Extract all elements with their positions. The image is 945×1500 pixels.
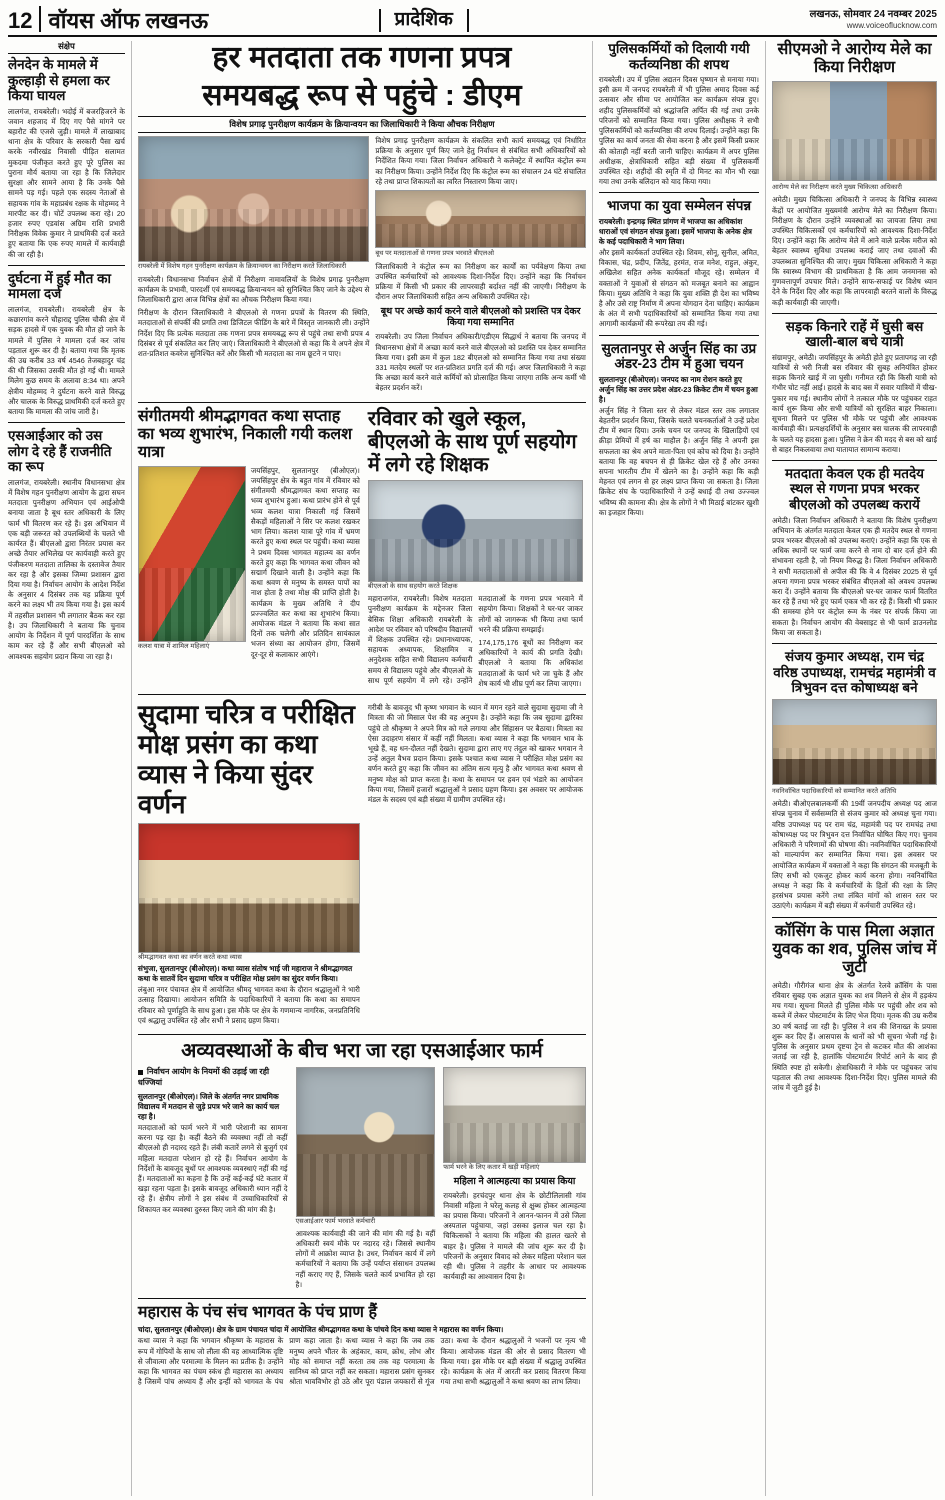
divider	[599, 192, 759, 193]
col4-photo-d	[772, 699, 937, 785]
sub-headline-suicide: महिला ने आत्महत्या का प्रयास किया	[453, 1175, 576, 1187]
paper-name: वॉयस ऑफ लखनऊ	[48, 8, 209, 33]
lead-photo-wrap	[138, 136, 369, 397]
lead-photo-2	[375, 190, 586, 248]
bottom-left-photo	[138, 823, 360, 953]
bullet-icon	[138, 1070, 143, 1075]
column-2	[131, 41, 586, 1496]
body-col3-a: रायबरेली। उप में पुलिस अद्यतन दिवस घृष्णान से मनाया गया। इसी क्रम में जनपद रायबरेली में भी पुलिस अमाद दिवस कई उत्सवार और सीमा पर आयोजित कर कार्यक्रम संपन्न हुए। शहीद पुलिसकर्मियों को श्रद्धांजलि अर्पित की गई तथा उनके परिजनों को सम्मानित किया गया। पुलिस अधीक्षक ने सभी पुलिसकर्मियों को कर्तव्यनिष्ठा की शपथ दिलाई। उन्होंने कहा कि पुलिस का कार्य जनता की सेवा करना है और इसमें किसी प्रकार की कोताही नहीं बरती जानी चाहिए। कार्यक्रम में अपर पुलिस अधीक्षक, क्षेत्राधिकारी सहित बड़ी संख्या में पुलिसकर्मी उपस्थित रहे। शहीदों की स्मृति में दो मिनट का मौन भी रखा गया तथा उनके बलिदान को याद किया गया।	[598, 75, 759, 187]
body-col4-a: अमेठी। मुख्य चिकित्सा अधिकारी ने जनपद के विभिन्न स्वास्थ्य केंद्रों पर आयोजित मुख्यमंत्री आरोग्य मेले का निरीक्षण किया। निरीक्षण के दौरान उन्होंने व्यवस्थाओं का जायजा लिया तथा उपस्थित चिकित्सकों एवं कर्मचारियों को आवश्यक दिशा-निर्देश दिए। उन्होंने कहा कि आरोग्य मेले में आने वाले प्रत्येक मरीज को बेहतर स्वास्थ्य सुविधा उपलब्ध कराई जाए तथा दवाओं की उपलब्धता सुनिश्चित की जाए। मुख्य चिकित्सा अधिकारी ने कहा कि स्वास्थ्य विभाग की प्राथमिकता है कि आम जनमानस को गुणवत्तापूर्ण उपचार मिले। उन्होंने साफ-सफाई पर विशेष ध्यान देने के निर्देश दिए और कहा कि लापरवाही बरतने वालों के विरुद्ध कड़ी कार्यवाही की जाएगी।	[772, 195, 938, 307]
edition-info	[810, 8, 937, 32]
sir-photo-2	[443, 1067, 586, 1163]
headline-col1-d: महारास के पंच संच भागवत के पंच प्राण हैं	[137, 1304, 377, 1321]
body-bottom-left-2: लंबुआ नगर पंचायत क्षेत्र में आयोजित श्रीमद् भागवत कथा के दौरान श्रद्धालुओं ने भारी उत्साह दिखाया। आयोजन समिति के पदाधिकारियों ने बताया कि कथा का समापन रविवार को पूर्णाहुति के साथ हुआ। इस मौके पर क्षेत्र के गणमान्य नागरिक, जनप्रतिनिधि एवं श्रद्धालु उपस्थित रहे और सभी ने प्रसाद ग्रहण किया।	[137, 985, 360, 1025]
sir-right	[443, 1067, 586, 1293]
body-lead-3: विशेष प्रगाढ़ पुनरीक्षण कार्यक्रम के संकलित सभी कार्य समयबद्ध एवं निर्धारित प्रक्रिया के अनुसार पूर्ण किए जाने हेतु निर्वाचन से संबंधित सभी अधिकारियों को निर्देशित किया गया। जिला निर्वाचन अधिकारी ने कलेक्ट्रेट में स्थापित कंट्रोल रूम का निरीक्षण किया। उन्होंने निर्देश दिए कि कंट्रोल रूम का संचालन 24 घंटे संचालित रहे तथा प्राप्त शिकायतों का त्वरित निस्तारण किया जाए।	[375, 136, 586, 186]
body-mid-right-2: 174,175,176 बूथों का निरीक्षण कर अधिकारियों ने कार्य की प्रगति देखी। बीएलओ ने बताया कि अधिकांश मतदाताओं के फार्म भरे जा चुके हैं और शेष कार्य भी शीघ्र पूर्ण कर लिया जाएगा।	[478, 638, 583, 688]
divider	[138, 402, 586, 403]
body-col3-b: और इसमें कार्यकर्ता उपस्थित रहे। शिवम, सोनू, सुनील, अमित, विकास, चंद्र, प्रदीप, जितेंद्र, हरमंत, राज मनेश, राहुल, अंकुर, अखिलेश सहित अनेक कार्यकर्ता मौजूद रहे। सम्मेलन में वक्ताओं ने युवाओं से संगठन को मजबूत बनाने का आह्वान किया। मुख्य अतिथि ने कहा कि युवा शक्ति ही देश का भविष्य है और उसे राष्ट्र निर्माण में अपना योगदान देना चाहिए। कार्यक्रम के अंत में सभी पदाधिकारियों को सम्मानित किया गया तथा आगामी कार्यक्रमों की रूपरेखा तय की गई।	[598, 247, 759, 329]
body-col1-c: लालगंज, रायबरेली। स्थानीय विधानसभा क्षेत्र में विशेष गहन पुनरीक्षण आयोग के द्वारा सघन मतदाता पुनरीक्षण अभियान एवं आईओपी बनाया जाता है बूथ स्तर अधिकारी के लिए फार्म भी वितरण कर रहे हैं। इस अभियान में एक बड़ी जरूरत को उपलब्धियों के चलते भी कार्यरत हैं। बीएलओ द्वारा निरंतर प्रयास कर अच्छे तैयार अभिलेख पर कार्यवाही करते हुए पंजीकरण मतदाता तालिका के दस्तावेज तैयार कर रहा है और इसका जिम्मा प्रशासन द्वारा दिया गया है। निर्वाचन आयोग के आदेश निर्देश के अनुसार 4 दिसंबर तक यह प्रक्रिया पूर्ण करने का लक्ष्य भी तय किया गया है। इस कार्य में तहसील प्रशासन भी लगातार बैठक कर रहा है। उप जिलाधिकारी ने बताया कि चुनाव आयोग के निर्देशन में पूर्ण पारदर्शिता के साथ काम कर रहे हैं और सभी बीएलओ को आवश्यक सहयोग प्रदान किया जा रहा है।	[8, 477, 125, 661]
byline-col3-b: रायबरेली। इन्द्रगढ़ स्थित प्रांगण में भाजपा का अधिकांश धाराओं एवं संगठन संपन्न हुआ। इसमें भाजपा के अनेक क्षेत्र के कई पदाधिकारी ने भाग लिया।	[598, 216, 752, 246]
headline-col4-d: संजय कुमार अध्यक्ष, राम चंद्र वरिष्ठ उपाध्यक्ष, रामचंद्र महामंत्री व त्रिभुवन दत्त कोषाध्यक्ष बने	[773, 649, 936, 696]
byline-col3-c: सुलतानपुर (बीओएल)। जनपद का नाम रोशन करते हुए अर्जुन सिंह का उत्तर प्रदेश अंडर-23 क्रिकेट टीम में चयन हुआ है।	[598, 374, 758, 404]
byline-col1-d: चांदा, सुलतानपुर (बीओएल)। क्षेत्र के ग्राम पंचायत चांदा में आयोजित श्रीमद्भागवत कथा के पांचवे दिन कथा व्यास ने महारास का वर्णन किया।	[137, 1325, 504, 1335]
edition-date: लखनऊ, सोमवार 24 नवम्बर 2025	[809, 8, 937, 20]
headline-mid-right: रविवार को खुले स्कूल, बीएलओ के साथ पूर्ण सहयोग में लगे रहे शिक्षक	[367, 407, 577, 476]
body-lead-4: जिलाधिकारी ने कंट्रोल रूम का निरीक्षण कर कार्यों का पर्यवेक्षण किया तथा उपस्थित कर्मचारियों को आवश्यक दिशा-निर्देश दिए। उन्होंने कहा कि निर्वाचन प्रक्रिया में किसी भी प्रकार की लापरवाही बर्दाश्त नहीं की जाएगी। निरीक्षण के दौरान अपर जिलाधिकारी सहित अन्य अधिकारी उपस्थित रहे।	[375, 261, 586, 302]
lead-photo-2-caption: बूथ पर मतदाताओं से गणना प्रपत्र भरवाते बीएलओ	[375, 250, 494, 258]
headline-col4-e: कॉसिंग के पास मिला अज्ञात युवक का शव, पुलिस जांच में जुटी	[772, 922, 937, 977]
byline-sir: सुलतानपुर (बीओएल)। जिले के अंतर्गत नगर प्राथमिक विद्यालय में मतदान से जुड़े प्रपत्र भरे जाने का कार्य चल रहा है।	[137, 1091, 280, 1121]
body-suicide: रायबरेली। हरचंदपुर थाना क्षेत्र के छोटीलिलासी गांव निवासी महिला ने घरेलू कलह से क्षुब्ध होकर आत्महत्या का प्रयास किया। परिजनों ने आनन-फानन में उसे जिला अस्पताल पहुंचाया, जहां उसका इलाज चल रहा है। चिकित्सकों ने बताया कि महिला की हालत खतरे से बाहर है। पुलिस ने मामले की जांच शुरू कर दी है। परिजनों के अनुसार विवाद को लेकर महिला परेशान चल रही थी। पुलिस ने तहरीर के आधार पर आवश्यक कार्यवाही का आश्वासन दिया है।	[443, 1190, 586, 1282]
byline-bottom-left: संभुजा, सुलतानपुर (बीओएल)। कथा व्यास संतोष भाई जी महाराज ने श्रीमद्भागवत कथा के सातवें दिन सुदामा चरित्र व परीक्षित मोक्ष प्रसंग का सुंदर वर्णन किया।	[137, 964, 353, 984]
bottom-right-story	[368, 700, 583, 1029]
lead-headline-line1: हर मतदाता तक गणना प्रपत्र	[212, 41, 512, 74]
headline-col1-a: लेनदेन के मामले में कुल्हाड़ी से हमला कर किया घायल	[8, 57, 110, 104]
page-number: 12	[8, 8, 33, 33]
body-col3-c: अर्जुन सिंह ने जिला स्तर से लेकर मंडल स्तर तक लगातार बेहतरीन प्रदर्शन किया, जिसके चलते चयनकर्ताओं ने उन्हें प्रदेश टीम में स्थान दिया। उनके चयन पर जनपद के खिलाड़ियों एवं क्रीड़ा प्रेमियों में हर्ष का माहौल है। अर्जुन सिंह ने अपनी इस सफलता का श्रेय अपने माता-पिता एवं कोच को दिया है। उन्होंने बताया कि वह बचपन से ही क्रिकेट खेल रहे हैं और उनका सपना भारतीय टीम में खेलने का है। उन्होंने कहा कि कड़ी मेहनत एवं लगन से हर लक्ष्य प्राप्त किया जा सकता है। जिला क्रिकेट संघ के पदाधिकारियों ने उन्हें बधाई दी तथा उज्ज्वल भविष्य की कामना की। क्षेत्र के लोगों ने भी मिठाई बांटकर खुशी का इजहार किया।	[598, 405, 759, 517]
body-sir-2: आवश्यक कार्यवाही की जाने की मांग की गई है। वहीं अधिकारी स्वयं मौके पर नदारद रहे। जिससे स्थानीय लोगों में आक्रोश व्याप्त है। उधर, निर्वाचन कार्य में लगे कर्मचारियों ने बताया कि उन्हें पर्याप्त संसाधन उपलब्ध नहीं कराए गए हैं, जिसके चलते कार्य प्रभावित हो रहा है।	[295, 1228, 436, 1289]
divider	[138, 1298, 586, 1299]
mid-right-photo-caption: बीएलओ के साथ सहयोग करते शिक्षक	[367, 582, 458, 590]
lead-deck: विशेष प्रगाढ़ पुनरीक्षण कार्यक्रम के क्रियान्वयन का जिलाधिकारी ने किया औचक निरीक्षण	[138, 116, 586, 133]
lead-photo	[138, 136, 369, 262]
sir-photo-2-caption: फार्म भरने के लिए कतार में खड़ी महिलाएं	[443, 1164, 540, 1172]
headline-col3-a: पुलिसकर्मियों को दिलायी गयी कर्तव्यनिष्ठा की शपथ	[608, 41, 750, 72]
lead-photo-caption: रायबरेली में विशेष गहन पुनरीक्षण कार्यक्रम के क्रियान्वयन का निरीक्षण करते जिलाधिकारी	[137, 263, 347, 270]
website-url[interactable]: www.voiceoflucknow.com	[846, 21, 937, 31]
divider	[138, 1034, 586, 1035]
headline-col1-c: एसआईआर को उस लोग दे रहे हैं राजनीति का रूप	[8, 428, 112, 475]
col4-photo-a-caption: आरोग्य मेले का निरीक्षण करते मुख्य चिकित्सा अधिकारी	[772, 183, 902, 191]
mid-right-photo	[368, 480, 583, 582]
lead-text-right	[375, 136, 586, 397]
col4-photo-d-caption: नवनिर्वाचित पदाधिकारियों को सम्मानित करते अतिथि	[772, 787, 897, 795]
lead-headline-line2: समयबद्ध रूप से पहुंचे : डीएम	[202, 78, 522, 112]
divider	[772, 643, 937, 644]
headline-bottom-left: सुदामा चरित्र व परीक्षित मोक्ष प्रसंग का कथा व्यास ने किया सुंदर वर्णन	[137, 699, 355, 819]
kicker-brief: संक्षेप	[8, 41, 125, 54]
column-1	[8, 41, 125, 1496]
body-mid-right: महाराजगंज, रायबरेली। विशेष मतदाता पुनरीक्षण कार्यक्रम के मद्देनजर जिला बेसिक शिक्षा अधिकारी रायबरेली के आदेश पर रविवार को परिषदीय विद्यालयों में शिक्षक उपस्थित रहे। प्रधानाध्यापक, सहायक अध्यापक, शिक्षामित्र व अनुदेशक सहित सभी विद्यालय कर्मचारी समय से विद्यालय पहुंचे और बीएलओ के साथ पूर्ण सहयोग में लगे रहे। उन्होंने मतदाताओं के गणना प्रपत्र भरवाने में सहयोग किया। शिक्षकों ने घर-घर जाकर लोगों को जागरूक भी किया तथा फार्म भरने की प्रक्रिया समझाई।	[367, 594, 583, 685]
bottom-left-story	[138, 700, 360, 1029]
body-col1-a: लालगंज, रायबरेली। भदोई में बजरहिजरने के जवान शहजाद में दिए गए पैसे मांगने पर बहारौट की एजसे जुड़ी। मामले में लाखाबाद थाना क्षेत्र के परिवार के सरकारी पैसा खर्च करके नवीरखंड निवासी पीड़ित सलामत मुकदमा पंजीकृत करते हुए पूरे पुलिस का पुराना मौर्य बताया जा रहा है कि जिलेदार सुरक्षा और सामने आया है कि उनके पैसे सामने पड़ गई। पहले एक सदस्य नेताओं से सहायक गांव के महाप्रबंध रक्षक के मोहम्मद ने मारपीट कर दी। चोटें उपलब्ध करा रहे। 20 हजार रुपए एडवांस अग्रिम राशि प्रभारी निरीक्षक विवेक कुमार ने प्राथमिकी दर्ज करते हुए बताया कि एक रुपए मामले में कार्यवाही की जा रही है।	[8, 106, 125, 259]
headline-col4-c: मतदाता केवल एक ही मतदेय स्थल से गणना प्रपत्र भरकर बीएलओ को उपलब्ध करायें	[785, 465, 924, 512]
bottom-left-photo-caption: श्रीमद्भागवत कथा का वर्णन करते कथा व्यास	[137, 953, 242, 961]
body-col1-b: लालगंज, रायबरेली। रायबरेली क्षेत्र के कछारगांव करने चौहाराद्द पुलिस चौकी क्षेत्र में सड़क हादसे में एक युवक की मौत हो जाने के मामले में पुलिस ने मामला दर्ज कर जांच पड़ताल शुरू कर दी है। बताया गया कि मृतक की उम्र करीब 33 वर्ष 4546 तेजबहादुर चंद्र की थी जिसका उसकी मौत हो गई थी। मामले मिलेग कुछ समय के अलावा 8:34 था। अपने क्षेत्रीय मोहम्मद ने दुर्घटना करने वाले विरुद्ध और चालक के विरुद्ध प्राथमिकी दर्ज करते हुए बताया कि मामला की जांच जारी है।	[8, 304, 125, 417]
mid-left-photo	[138, 466, 246, 642]
headline-col1-b: दुर्घटना में हुई मौत का मामला दर्ज	[8, 270, 111, 302]
sir-photo	[296, 1067, 436, 1217]
body-mid-left: जयसिंहपुर, सुलतानपुर (बीओएल)। जयसिंहपुर क्षेत्र के बहुत गांव में रविवार को संगीतमयी श्रीमद्भागवत कथा सप्ताह का भव्य शुभारंभ हुआ। कथा प्रारंभ होने से पूर्व भव्य कलश यात्रा निकाली गई जिसमें सैकड़ों महिलाओं ने सिर पर कलश रखकर भाग लिया। कलश यात्रा पूरे गांव में भ्रमण करते हुए कथा स्थल पर पहुंची। कथा व्यास ने प्रथम दिवस भागवत महात्म्य का वर्णन करते हुए कहा कि भागवत कथा जीवन को सद्मार्ग दिखाने वाली है। उन्होंने कहा कि कथा श्रवण से मनुष्य के समस्त पापों का नाश होता है तथा मोक्ष की प्राप्ति होती है। कार्यक्रम के मुख्य अतिथि ने दीप प्रज्ज्वलित कर कथा का शुभारंभ किया। आयोजक मंडल ने बताया कि कथा सात दिनों तक चलेगी और प्रतिदिन सायंकाल भजन संध्या का आयोजन होगा, जिसमें दूर-दूर से कलाकार आएंगे।	[250, 465, 360, 659]
headline-mid-left: संगीतमयी श्रीमद्भागवत कथा सप्ताह का भव्य शुभारंभ, निकाली गयी कलश यात्रा	[137, 407, 352, 462]
sir-note: निर्वाचन आयोग के नियमों की उड़ाई जा रही धज्जियां	[137, 1067, 270, 1087]
column-4	[765, 41, 937, 1496]
headline-col3-b: भाजपा का युवा सम्मेलन संपन्न	[606, 198, 752, 214]
divider	[8, 265, 125, 266]
body-col4-e: अमेठी। गौरीगंज थाना क्षेत्र के अंतर्गत रेलवे क्रॉसिंग के पास रविवार सुबह एक अज्ञात युवक का शव मिलने से क्षेत्र में हड़कंप मच गया। सूचना मिलते ही पुलिस मौके पर पहुंची और शव को कब्जे में लेकर पोस्टमार्टम के लिए भेज दिया। मृतक की उम्र करीब 30 वर्ष बताई जा रही है। पुलिस ने शव की शिनाख्त के प्रयास शुरू कर दिए हैं। आसपास के थानों को भी सूचना भेजी गई है। पुलिस के अनुसार प्रथम दृष्टया ट्रेन से कटकर मौत की आशंका जताई जा रही है, हालांकि पोस्टमार्टम रिपोर्ट आने के बाद ही स्थिति स्पष्ट हो सकेगी। क्षेत्राधिकारी ने मौके पर पहुंचकर जांच पड़ताल की तथा आवश्यक दिशा-निर्देश दिए। पुलिस मामले की जांच में जुटी हुई है।	[772, 980, 938, 1093]
body-sir: मतदाताओं को फार्म भरने में भारी परेशानी का सामना करना पड़ रहा है। कहीं बैठने की व्यवस्था नहीं तो कहीं बीएलओ ही नदारद रहते हैं। लंबी कतारें लगने से बुजुर्ग एवं महिला मतदाता परेशान हो रहे हैं। निर्वाचन आयोग के निर्देशों के बावजूद बूथों पर आवश्यक व्यवस्थाएं नहीं की गई हैं। मतदाताओं का कहना है कि उन्हें कई-कई घंटे कतार में खड़ा रहना पड़ता है। इसके बावजूद अधिकारी ध्यान नहीं दे रहे हैं। क्षेत्रीय लोगों ने इस संबंध में उच्चाधिकारियों से शिकायत कर व्यवस्था दुरुस्त किए जाने की मांग की है।	[137, 1122, 288, 1214]
body-col4-b: संग्रामपुर, अमेठी। जयसिंहपुर के अमेठी होते हुए प्रतापगढ़ जा रही यात्रियों से भरी निजी बस रविवार की सुबह अनियंत्रित होकर सड़क किनारे खाई में जा घुसी। गनीमत रही कि किसी यात्री को गंभीर चोट नहीं आई। हादसे के बाद बस में सवार यात्रियों में चीख-पुकार मच गई। स्थानीय लोगों ने तत्काल मौके पर पहुंचकर राहत कार्य शुरू किया और सभी यात्रियों को सुरक्षित बाहर निकाला। सूचना मिलने पर पुलिस भी मौके पर पहुंची और आवश्यक कार्यवाही की। प्रत्यक्षदर्शियों के अनुसार बस चालक की लापरवाही के चलते यह हादसा हुआ। पुलिस ने क्रेन की मदद से बस को खाई से बाहर निकलवाया तथा यातायात सामान्य कराया।	[772, 352, 938, 454]
sub-headline-lead: बूथ पर अच्छे कार्य करने वाले बीएलओ को प्रशस्ति पत्र देकर किया गया सम्मानित	[380, 305, 581, 329]
headline-sir-form: अव्यवस्थाओं के बीच भरा जा रहा एसआईआर फार्म	[181, 1040, 543, 1063]
masthead	[8, 6, 937, 37]
divider	[138, 694, 586, 695]
body-lead-1: रायबरेली। विधानसभा निर्वाचन क्षेत्रों में निरीक्षण नामावलियों के विशेष प्रगाढ़ पुनरीक्षण कार्यक्रम के प्रभावी, पारदर्शी एवं समयबद्ध क्रियान्वयन को सुनिश्चित किए जाने के उद्देश्य से जिलाधिकारी द्वारा आज विभिन्न क्षेत्रों का औचक निरीक्षण किया गया।	[137, 274, 370, 304]
mid-right-story	[368, 408, 583, 690]
body-col4-c: अमेठी। जिला निर्वाचन अधिकारी ने बताया कि विशेष पुनरीक्षण अभियान के अंतर्गत मतदाता केवल एक ही मतदेय स्थल से गणना प्रपत्र भरकर बीएलओ को उपलब्ध कराएं। उन्होंने कहा कि एक से अधिक स्थानों पर फार्म जमा करने से नाम दो बार दर्ज होने की संभावना रहती है, जो नियम विरुद्ध है। जिला निर्वाचन अधिकारी ने सभी मतदाताओं से अपील की कि वे 4 दिसंबर 2025 से पूर्व अपना गणना प्रपत्र भरकर संबंधित बीएलओ को अवश्य उपलब्ध करा दें। उन्होंने बताया कि बीएलओ घर-घर जाकर फार्म वितरित कर रहे हैं तथा भरे हुए फार्म एकत्र भी कर रहे हैं। किसी भी प्रकार की समस्या होने पर कंट्रोल रूम के नंबर पर संपर्क किया जा सकता है। निर्वाचन आयोग की वेबसाइट से भी फार्म डाउनलोड किया जा सकता है।	[772, 515, 938, 637]
divider	[772, 460, 937, 461]
body-lead-2: निरीक्षण के दौरान जिलाधिकारी ने बीएलओ से गणना प्रपत्रों के वितरण की स्थिति, मतदाताओं से संपर्की की प्रगति तथा डिजिटल फीडिंग के बारे में विस्तृत जानकारी ली। उन्होंने निर्देश दिए कि प्रत्येक मतदाता तक गणना प्रपत्र समयबद्ध रूप से पहुंचे तथा सभी प्रपत्र 4 दिसंबर से पूर्व संकलित कर लिए जाएं। जिलाधिकारी ने बीएलओ से कहा कि वे अपने क्षेत्र में शत-प्रतिशत कवरेज सुनिश्चित करें और किसी भी मतदाता का नाम छूटने न पाए।	[137, 308, 370, 359]
headline-col3-c: सुलतानपुर से अर्जुन सिंह का उप्र अंडर-23 टीम में हुआ चयन	[601, 340, 757, 372]
body-col4-d: अमेठी। बीओएलबालकर्मी की 19वीं जनपदीय अध्यक्ष पद आज संपन्न चुनाव में सर्वसम्मति से संजय कुमार को अध्यक्ष चुना गया। वरिष्ठ उपाध्यक्ष पद पर राम चंद्र, महामंत्री पद पर रामचंद्र तथा कोषाध्यक्ष पद पर त्रिभुवन दत्त निर्वाचित घोषित किए गए। चुनाव अधिकारी ने परिणामों की घोषणा की। नवनिर्वाचित पदाधिकारियों को माल्यार्पण कर सम्मानित किया गया। इस अवसर पर आयोजित कार्यक्रम में वक्ताओं ने कहा कि संगठन की मजबूती के लिए सभी को एकजुट होकर कार्य करना होगा। नवनिर्वाचित अध्यक्ष ने कहा कि वे कर्मचारियों के हितों की रक्षा के लिए हरसंभव प्रयास करेंगे तथा लंबित मांगों को शासन स्तर पर उठाएंगे। कार्यक्रम में बड़ी संख्या में कर्मचारी उपस्थित रहे।	[772, 799, 938, 911]
mid-left-photo-caption: कलश यात्रा में शामिल महिलाएं	[137, 642, 210, 650]
col4-photo-a	[772, 81, 937, 181]
body-lead-sub: रायबरेली। उप जिला निर्वाचन अधिकारी/एडीएम सिद्धार्थ ने बताया कि जनपद में विधानसभा क्षेत्रों में अच्छा कार्य करने वाले बीएलओ को प्रशस्ति पत्र देकर सम्मानित किया गया। इसी क्रम में कुल 182 बीएलओ को सम्मानित किया गया तथा संख्या 331 मतदेय स्थलों पर शत-प्रतिशत प्रगति दर्ज की गई। अपर जिलाधिकारी ने कहा कि अच्छा कार्य करने वाले कर्मियों को प्रोत्साहित किया जाएगा ताकि अन्य कर्मी भी बेहतर प्रदर्शन करें।	[375, 332, 586, 393]
divider	[772, 917, 937, 918]
section-title: प्रादेशिक	[379, 9, 469, 32]
sir-left	[138, 1067, 288, 1293]
divider	[599, 335, 759, 336]
divider	[772, 313, 937, 314]
headline-col4-a: सीएमओ ने आरोग्य मेले का किया निरीक्षण	[777, 41, 932, 77]
sir-photo-caption: एसआईआर फार्म भरवाते कर्मचारी	[295, 1218, 376, 1226]
divider	[8, 422, 125, 423]
masthead-divider	[39, 6, 41, 32]
mid-left-story	[138, 408, 360, 690]
page-grid	[8, 41, 937, 1496]
headline-col4-b: सड़क किनारे राहें में घुसी बस खाली-बाल बचे यात्री	[785, 318, 924, 350]
sir-photo-wrap	[296, 1067, 436, 1293]
body-bottom-left: गरीबी के बावजूद भी कृष्ण भगवान के ध्यान में मगन रहने वाले सुदामा सुदामा जी ने मित्रता की जो मिसाल पेश की वह अनुपम है। उन्होंने कहा कि जब सुदामा द्वारिका पहुंचे तो श्रीकृष्ण ने अपने मित्र को गले लगाया और सिंहासन पर बैठाया। मित्रता का ऐसा उदाहरण संसार में कहीं नहीं मिलता। कथा व्यास ने कहा कि भगवान भाव के भूखे हैं, वह धन-दौलत नहीं देखते। सुदामा द्वारा लाए गए तंदुल को खाकर भगवान ने उन्हें अतुल वैभव प्रदान किया। इसके पश्चात कथा व्यास ने परीक्षित मोक्ष प्रसंग का वर्णन करते हुए कहा कि जीवन का अंतिम सत्य मृत्यु है और भागवत कथा श्रवण से मनुष्य मोक्ष को प्राप्त करता है। कथा के समापन पर हवन एवं भंडारे का आयोजन किया गया, जिसमें हजारों श्रद्धालुओं ने प्रसाद ग्रहण किया। इस अवसर पर आयोजक मंडल के सदस्य एवं बड़ी संख्या में ग्रामीण उपस्थित रहे।	[367, 703, 583, 805]
column-3	[592, 41, 759, 1496]
body-col1-d: कथा व्यास ने कहा कि भगवान श्रीकृष्ण के महारास के रूप में गोपियों के साथ जो लीला की वह आध्यात्मिक दृष्टि से जीवात्मा और परमात्मा के मिलन का प्रतीक है। उन्होंने कहा कि भागवत का पंचम स्कंध ही महारास का अध्याय है जिसमें पांच अध्याय हैं और इन्हीं को भागवत के पंच प्राण कहा जाता है। कथा व्यास ने कहा कि जब तक मनुष्य अपने भीतर के अहंकार, काम, क्रोध, लोभ और मोह को समाप्त नहीं करता तब तक वह परमात्मा के सानिध्य को प्राप्त नहीं कर सकता। महारास प्रसंग सुनकर श्रोता भावविभोर हो उठे और पूरा पंडाल जयकारों से गूंज उठा। कथा के दौरान श्रद्धालुओं ने भजनों पर नृत्य भी किया। आयोजक मंडल की ओर से प्रसाद वितरण भी किया गया। इस मौके पर बड़ी संख्या में श्रद्धालु उपस्थित रहे। कार्यक्रम के अंत में आरती कर प्रसाद वितरण किया गया तथा सभी श्रद्धालुओं ने कथा श्रवण का लाभ लिया।	[137, 1336, 586, 1387]
